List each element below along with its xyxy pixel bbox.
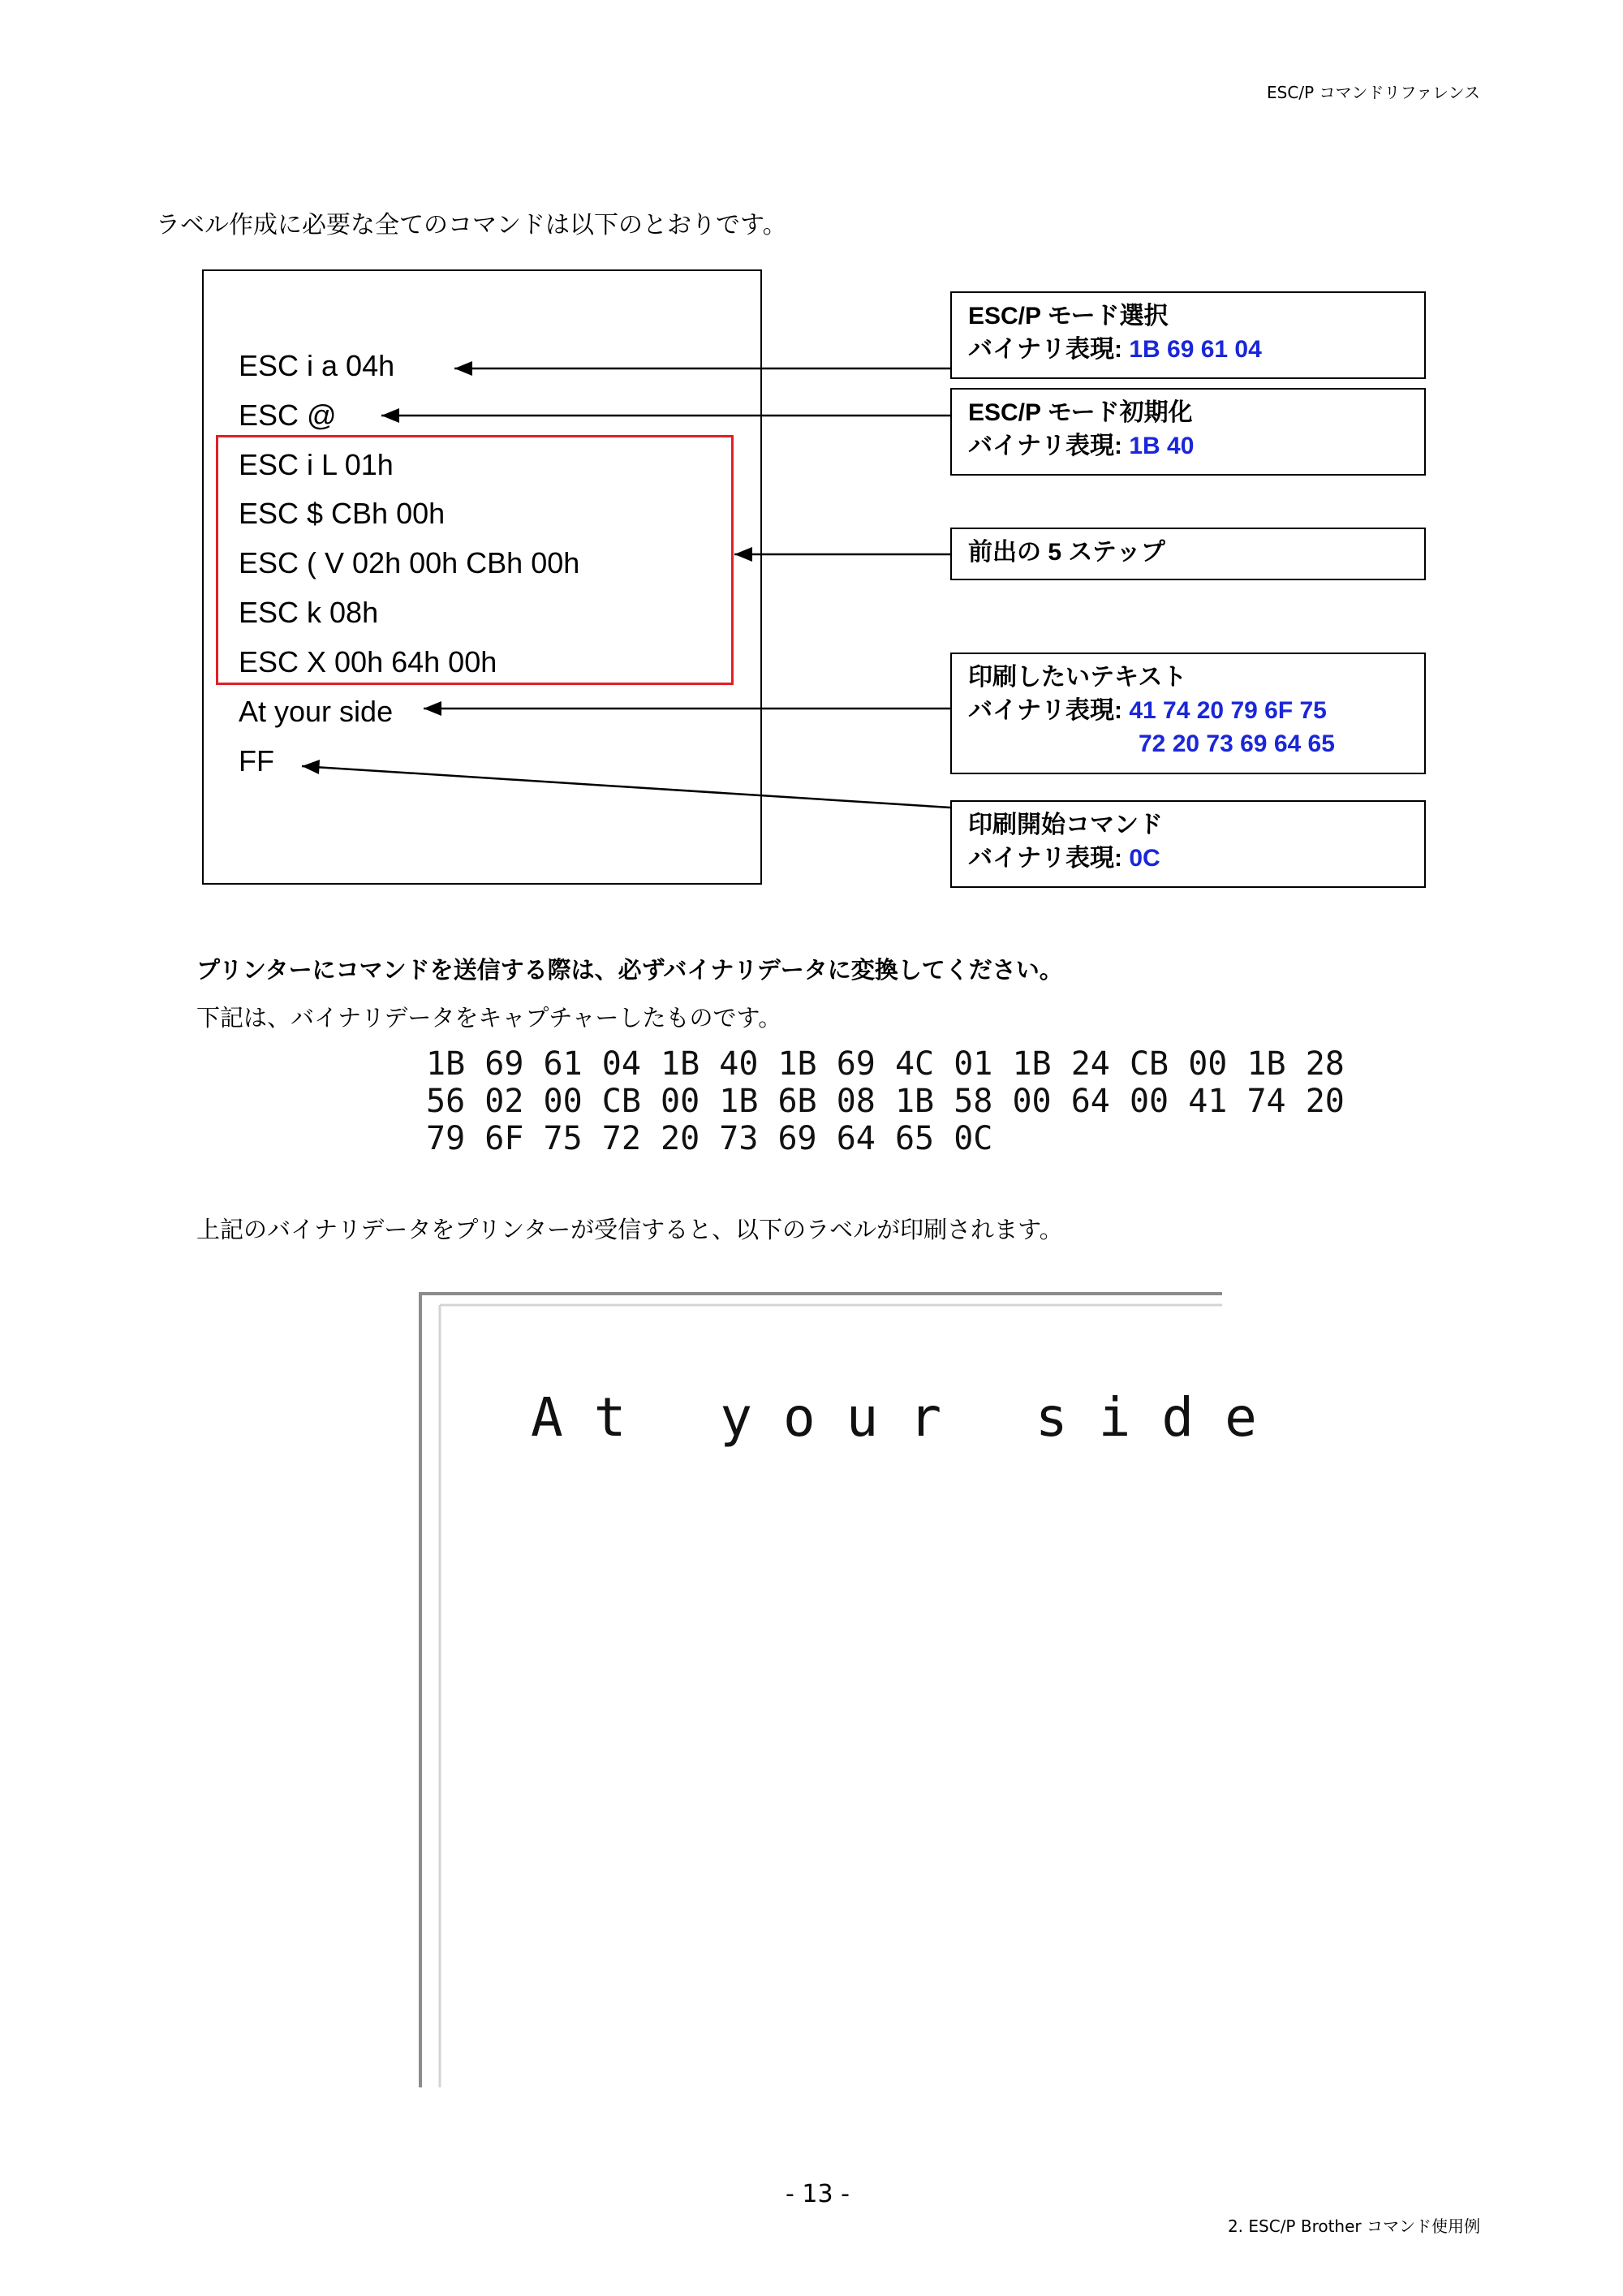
arrowhead [381, 408, 399, 423]
command-line: ESC X 00h 64h 00h [239, 645, 497, 678]
command-line: ESC i a 04h [239, 349, 395, 382]
annotation-binary: バイナリ表現: 41 74 20 79 6F 75 [968, 697, 1327, 724]
binary-value: 1B 69 61 04 [1129, 336, 1262, 363]
annotation-title: 前出の 5 ステップ [968, 539, 1165, 566]
command-line: ESC ( V 02h 00h CBh 00h [239, 546, 580, 579]
arrowhead [424, 701, 441, 716]
binary-value-continued: 72 20 73 69 64 65 [1139, 730, 1335, 757]
annotation-title: 印刷したいテキスト [968, 664, 1187, 691]
command-line: ESC i L 01h [239, 448, 394, 481]
annotation-binary: バイナリ表現: 1B 40 [968, 433, 1195, 459]
printed-label-text: At your side [531, 1386, 1288, 1449]
hex-line: 56 02 00 CB 00 1B 6B 08 1B 58 00 64 00 41 74 20 [426, 1083, 1345, 1120]
arrow-print-start [302, 766, 950, 808]
hex-line: 1B 69 61 04 1B 40 1B 69 4C 01 1B 24 CB 00 1B 28 [426, 1045, 1345, 1083]
annotation-title: ESC/P モード選択 [968, 303, 1169, 330]
note-capture: 下記は、バイナリデータをキャプチャーしたものです。 [196, 1004, 782, 1032]
command-line: ESC k 08h [239, 596, 379, 629]
arrowhead [302, 760, 320, 774]
binary-value: 0C [1129, 845, 1160, 872]
command-line: ESC $ CBh 00h [239, 497, 446, 530]
arrowhead [734, 547, 752, 562]
annotation-binary: バイナリ表現: 1B 69 61 04 [968, 336, 1262, 363]
annotation-binary: バイナリ表現: 0C [968, 845, 1160, 872]
page-header: ESC/P コマンドリファレンス [1267, 83, 1480, 102]
intro-text: ラベル作成に必要な全てのコマンドは以下のとおりです。 [156, 211, 787, 239]
binary-value: 1B 40 [1129, 433, 1195, 459]
command-line: FF [239, 744, 274, 778]
annotation-title: 印刷開始コマンド [968, 812, 1163, 838]
annotation-title: ESC/P モード初期化 [968, 399, 1193, 426]
note-convert-binary: プリンターにコマンドを送信する際は、必ずバイナリデータに変換してください。 [196, 956, 1063, 984]
hex-line: 79 6F 75 72 20 73 69 64 65 0C [426, 1120, 993, 1157]
footer-section: 2. ESC/P Brother コマンド使用例 [1227, 2216, 1480, 2236]
page-number: - 13 - [786, 2180, 850, 2208]
note-result: 上記のバイナリデータをプリンターが受信すると、以下のラベルが印刷されます。 [196, 1216, 1063, 1243]
command-line: At your side [239, 695, 394, 728]
arrowhead [454, 361, 472, 376]
command-line: ESC @ [239, 398, 337, 432]
binary-value: 41 74 20 79 6F 75 [1129, 697, 1327, 724]
